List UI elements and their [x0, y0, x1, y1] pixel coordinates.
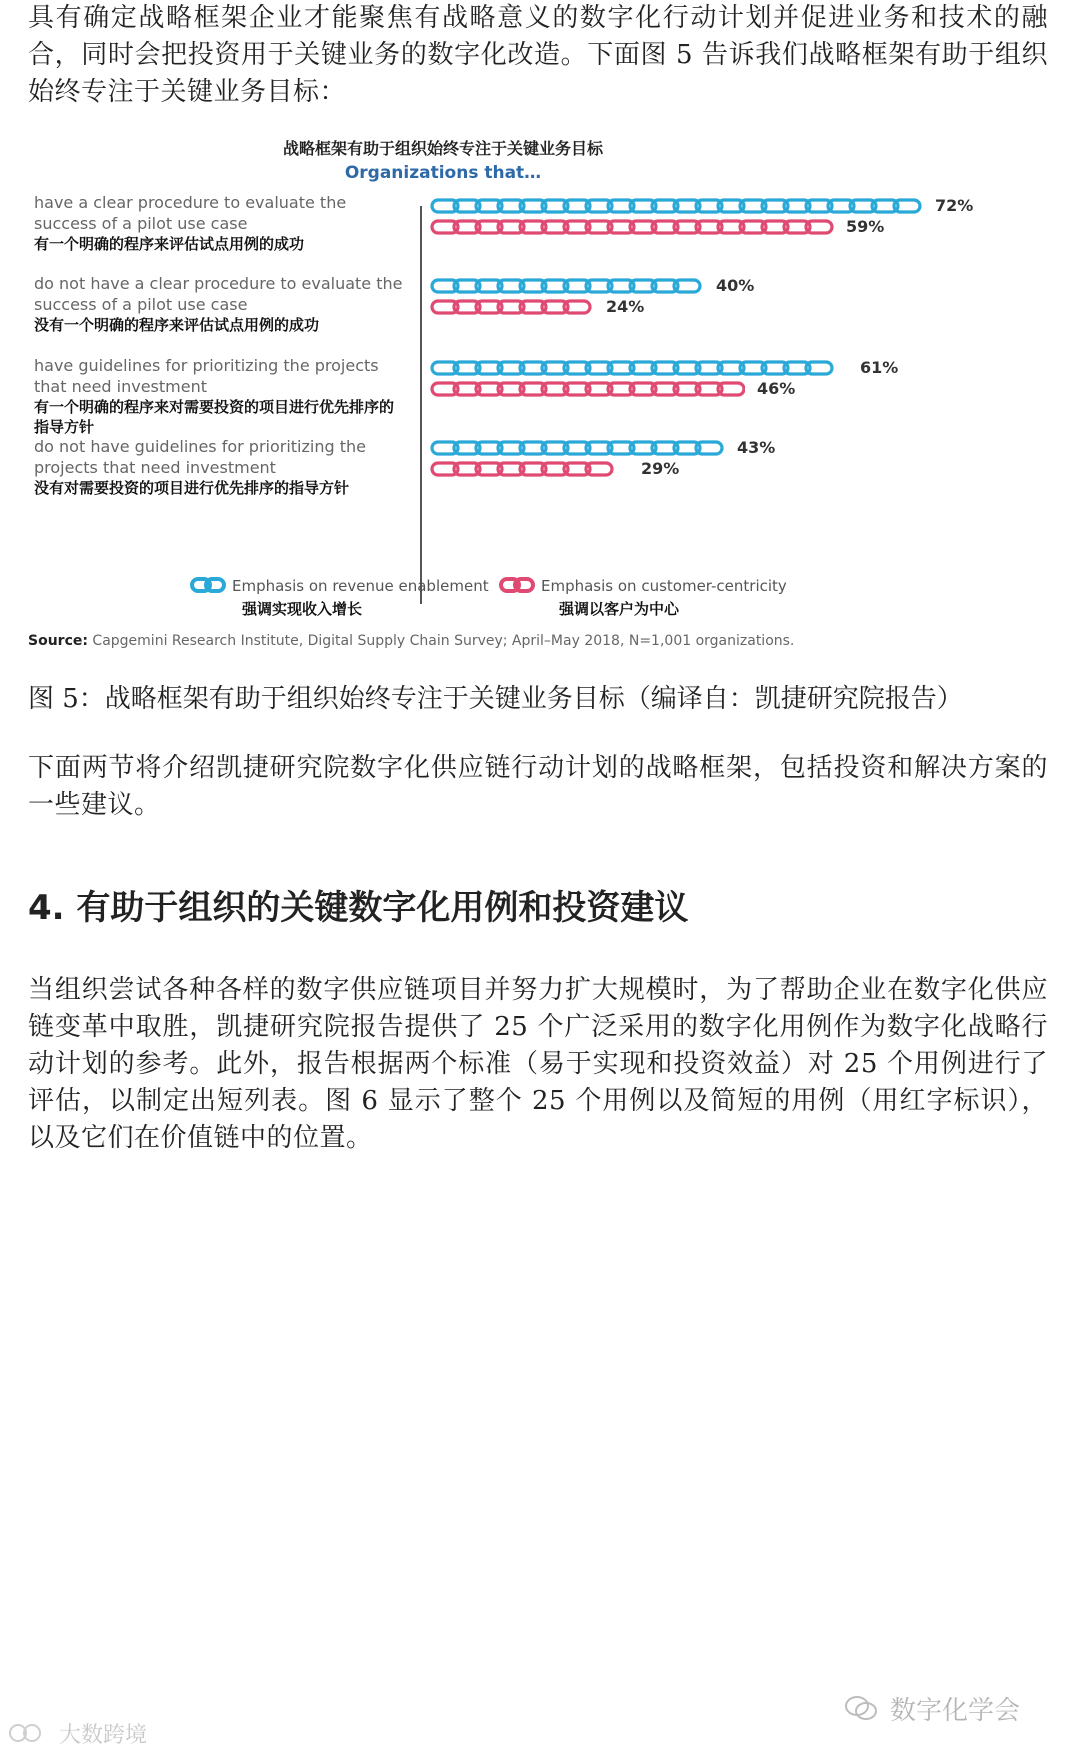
chart-bar-customer-3 [430, 379, 745, 399]
watermark-right-text: 数字化学会 [889, 1696, 1020, 1726]
chart-bar-revenue-4 [430, 438, 725, 458]
figure-5 [28, 128, 974, 668]
data-label: 59% [846, 217, 885, 236]
source-label: Source: [28, 633, 88, 649]
data-label: 46% [757, 379, 796, 398]
figure-title: 战略框架有助于组织始终专注于关键业务目标 [282, 139, 603, 158]
row-label-4 [34, 436, 404, 498]
transition-paragraph: 下面两节将介绍凯捷研究院数字化供应链行动计划的战略框架，包括投资和解决方案的一些建议。 [28, 753, 1048, 820]
row-label-zh: 有一个明确的程序来评估试点用例的成功 [34, 235, 305, 253]
data-label: 40% [716, 276, 755, 295]
chain-link-icon [190, 576, 226, 598]
row-label-en: have a clear procedure to evaluate the success of a pilot use case [34, 193, 347, 233]
figure-source [28, 633, 794, 649]
row-label-1 [34, 192, 404, 254]
intro-paragraph: 具有确定战略框架企业才能聚焦有战略意义的数字化行动计划并促进业务和技术的融合，同时会把投资用于关键业务的数字化改造。下面图 5 告诉我们战略框架有助于组织始终专注于关键业务目标： [28, 3, 1048, 107]
watermark-right [844, 1690, 1020, 1728]
data-label: 61% [860, 358, 899, 377]
legend-label-zh: 强调实现收入增长 [242, 600, 363, 618]
figure-subtitle: Organizations that… [344, 163, 542, 183]
source-text: Capgemini Research Institute, Digital Supply Chain Survey; April–May 2018, N=1,001 organizations. [92, 633, 795, 649]
row-label-en: have guidelines for prioritizing the projects that need investment [34, 356, 379, 396]
legend-label-en: Emphasis on revenue enablement [232, 577, 489, 595]
chart-bar-revenue-2 [430, 276, 704, 296]
legend-label-zh: 强调以客户为中心 [559, 600, 680, 618]
data-label: 72% [935, 196, 974, 215]
brand-logo-icon [8, 1721, 48, 1751]
row-label-zh: 没有一个明确的程序来评估试点用例的成功 [34, 316, 320, 334]
figure-caption: 图 5：战略框架有助于组织始终专注于关键业务目标（编译自：凯捷研究院报告） [28, 684, 963, 714]
row-label-3 [34, 355, 404, 437]
watermark-left-text: 大数跨境 [59, 1723, 148, 1748]
data-label: 43% [737, 438, 776, 457]
axis-line [420, 206, 422, 604]
legend-item-customer [541, 576, 787, 618]
row-label-zh: 有一个明确的程序来对需要投资的项目进行优先排序的指导方针 [34, 398, 395, 436]
chart-bar-customer-4 [430, 459, 629, 479]
section-heading: 4. 有助于组织的关键数字化用例和投资建议 [28, 888, 689, 928]
section-paragraph: 当组织尝试各种各样的数字供应链项目并努力扩大规模时，为了帮助企业在数字化供应链变革中取胜，凯捷研究院报告提供了 25 个广泛采用的数字化用例作为数字化战略行动计划的参考。此外，报告根据两个标准（易于实现和投资效益）对 25 个用例进行了评估，以制定出短列表。图 6 显示了整个 25 个用例以及简短的用例（用红字标识），以及它们在价值链中的位置。 [28, 975, 1048, 1153]
chart-bar-revenue-1 [430, 196, 923, 216]
data-label: 24% [606, 297, 645, 316]
data-label: 29% [641, 459, 680, 478]
row-label-en: do not have a clear procedure to evaluate the success of a pilot use case [34, 274, 403, 314]
chart-bar-customer-2 [430, 297, 594, 317]
wechat-icon [844, 1695, 878, 1728]
watermark-left [8, 1718, 147, 1751]
chart-bar-customer-1 [430, 217, 834, 237]
chain-link-icon [499, 576, 535, 598]
legend-label-en: Emphasis on customer-centricity [541, 577, 787, 595]
row-label-2 [34, 273, 404, 335]
row-label-en: do not have guidelines for prioritizing the projects that need investment [34, 437, 366, 477]
legend-item-revenue [232, 576, 489, 618]
chart-bar-revenue-3 [430, 358, 848, 378]
row-label-zh: 没有对需要投资的项目进行优先排序的指导方针 [34, 479, 350, 497]
